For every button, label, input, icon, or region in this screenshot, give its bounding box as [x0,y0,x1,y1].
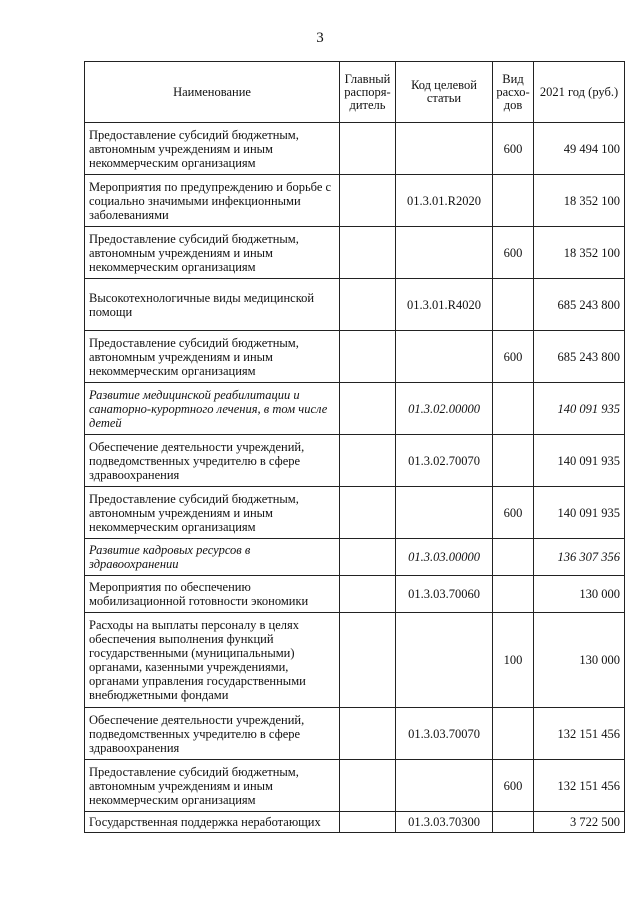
header-code: Код целевой статьи [396,62,493,123]
header-kind: Вид расхо-дов [493,62,534,123]
table-row [85,760,625,812]
budget-table [84,61,625,833]
row-name: Обеспечение деятельности учреждений, подведомственных учредителю в сфере здравоохранения [85,435,340,487]
row-amount: 140 091 935 [534,435,625,487]
row-name: Предоставление субсидий бюджетным, автономным учреждениям и иным некоммерческим организациям [85,123,340,175]
row-manager [340,435,396,487]
row-name: Развитие кадровых ресурсов в здравоохранении [85,539,340,576]
row-manager [340,613,396,708]
table-row [85,331,625,383]
row-amount: 130 000 [534,576,625,613]
row-name: Мероприятия по предупреждению и борьбе с социально значимыми инфекционными заболеваниями [85,175,340,227]
row-kind [493,435,534,487]
table-row [85,383,625,435]
row-name: Государственная поддержка неработающих [85,812,340,833]
row-manager [340,487,396,539]
row-code: 01.3.03.00000 [396,539,493,576]
row-manager [340,760,396,812]
row-manager [340,175,396,227]
row-kind [493,383,534,435]
row-amount: 685 243 800 [534,279,625,331]
row-amount: 136 307 356 [534,539,625,576]
row-code: 01.3.03.70070 [396,708,493,760]
row-name: Мероприятия по обеспечению мобилизационной готовности экономики [85,576,340,613]
row-manager [340,227,396,279]
row-amount: 685 243 800 [534,331,625,383]
table-row [85,487,625,539]
table-row [85,175,625,227]
row-kind: 100 [493,613,534,708]
table-row [85,279,625,331]
row-manager [340,331,396,383]
row-code [396,487,493,539]
row-code: 01.3.01.R4020 [396,279,493,331]
table-row [85,435,625,487]
row-kind [493,539,534,576]
row-kind: 600 [493,123,534,175]
page-number: 3 [316,30,324,46]
row-kind [493,708,534,760]
row-amount: 18 352 100 [534,175,625,227]
row-code [396,613,493,708]
row-kind [493,279,534,331]
header-year: 2021 год (руб.) [534,62,625,123]
row-manager [340,279,396,331]
row-kind [493,576,534,613]
table-row [85,708,625,760]
row-kind: 600 [493,227,534,279]
row-code [396,331,493,383]
row-amount: 49 494 100 [534,123,625,175]
row-code: 01.3.03.70060 [396,576,493,613]
row-amount: 130 000 [534,613,625,708]
row-manager [340,123,396,175]
row-manager [340,812,396,833]
table-row [85,227,625,279]
row-kind: 600 [493,760,534,812]
row-code [396,123,493,175]
row-amount: 18 352 100 [534,227,625,279]
row-code: 01.3.02.70070 [396,435,493,487]
table-row [85,812,625,833]
header-name: Наименование [85,62,340,123]
row-manager [340,576,396,613]
row-amount: 132 151 456 [534,760,625,812]
row-name: Предоставление субсидий бюджетным, автономным учреждениям и иным некоммерческим организациям [85,760,340,812]
row-manager [340,383,396,435]
row-amount: 3 722 500 [534,812,625,833]
header-manager: Главный распоря-дитель [340,62,396,123]
row-name: Предоставление субсидий бюджетным, автономным учреждениям и иным некоммерческим организациям [85,487,340,539]
row-code: 01.3.01.R2020 [396,175,493,227]
row-name: Предоставление субсидий бюджетным, автономным учреждениям и иным некоммерческим организациям [85,227,340,279]
row-manager [340,708,396,760]
table-row [85,539,625,576]
row-manager [340,539,396,576]
row-name: Расходы на выплаты персоналу в целях обеспечения выполнения функций государственными (муниципальными) органами, казенными учреждениями, органами управления государственными внебюджетными фондами [85,613,340,708]
table-row [85,576,625,613]
row-amount: 140 091 935 [534,487,625,539]
row-name: Обеспечение деятельности учреждений, подведомственных учредителю в сфере здравоохранения [85,708,340,760]
row-code [396,227,493,279]
table-row [85,613,625,708]
table-row [85,123,625,175]
row-amount: 132 151 456 [534,708,625,760]
row-name: Высокотехнологичные виды медицинской помощи [85,279,340,331]
row-kind: 600 [493,331,534,383]
row-code: 01.3.02.00000 [396,383,493,435]
row-amount: 140 091 935 [534,383,625,435]
row-kind [493,812,534,833]
row-name: Развитие медицинской реабилитации и санаторно-курортного лечения, в том числе детей [85,383,340,435]
row-kind [493,175,534,227]
header-row [85,62,625,123]
row-kind: 600 [493,487,534,539]
row-name: Предоставление субсидий бюджетным, автономным учреждениям и иным некоммерческим организациям [85,331,340,383]
row-code: 01.3.03.70300 [396,812,493,833]
row-code [396,760,493,812]
